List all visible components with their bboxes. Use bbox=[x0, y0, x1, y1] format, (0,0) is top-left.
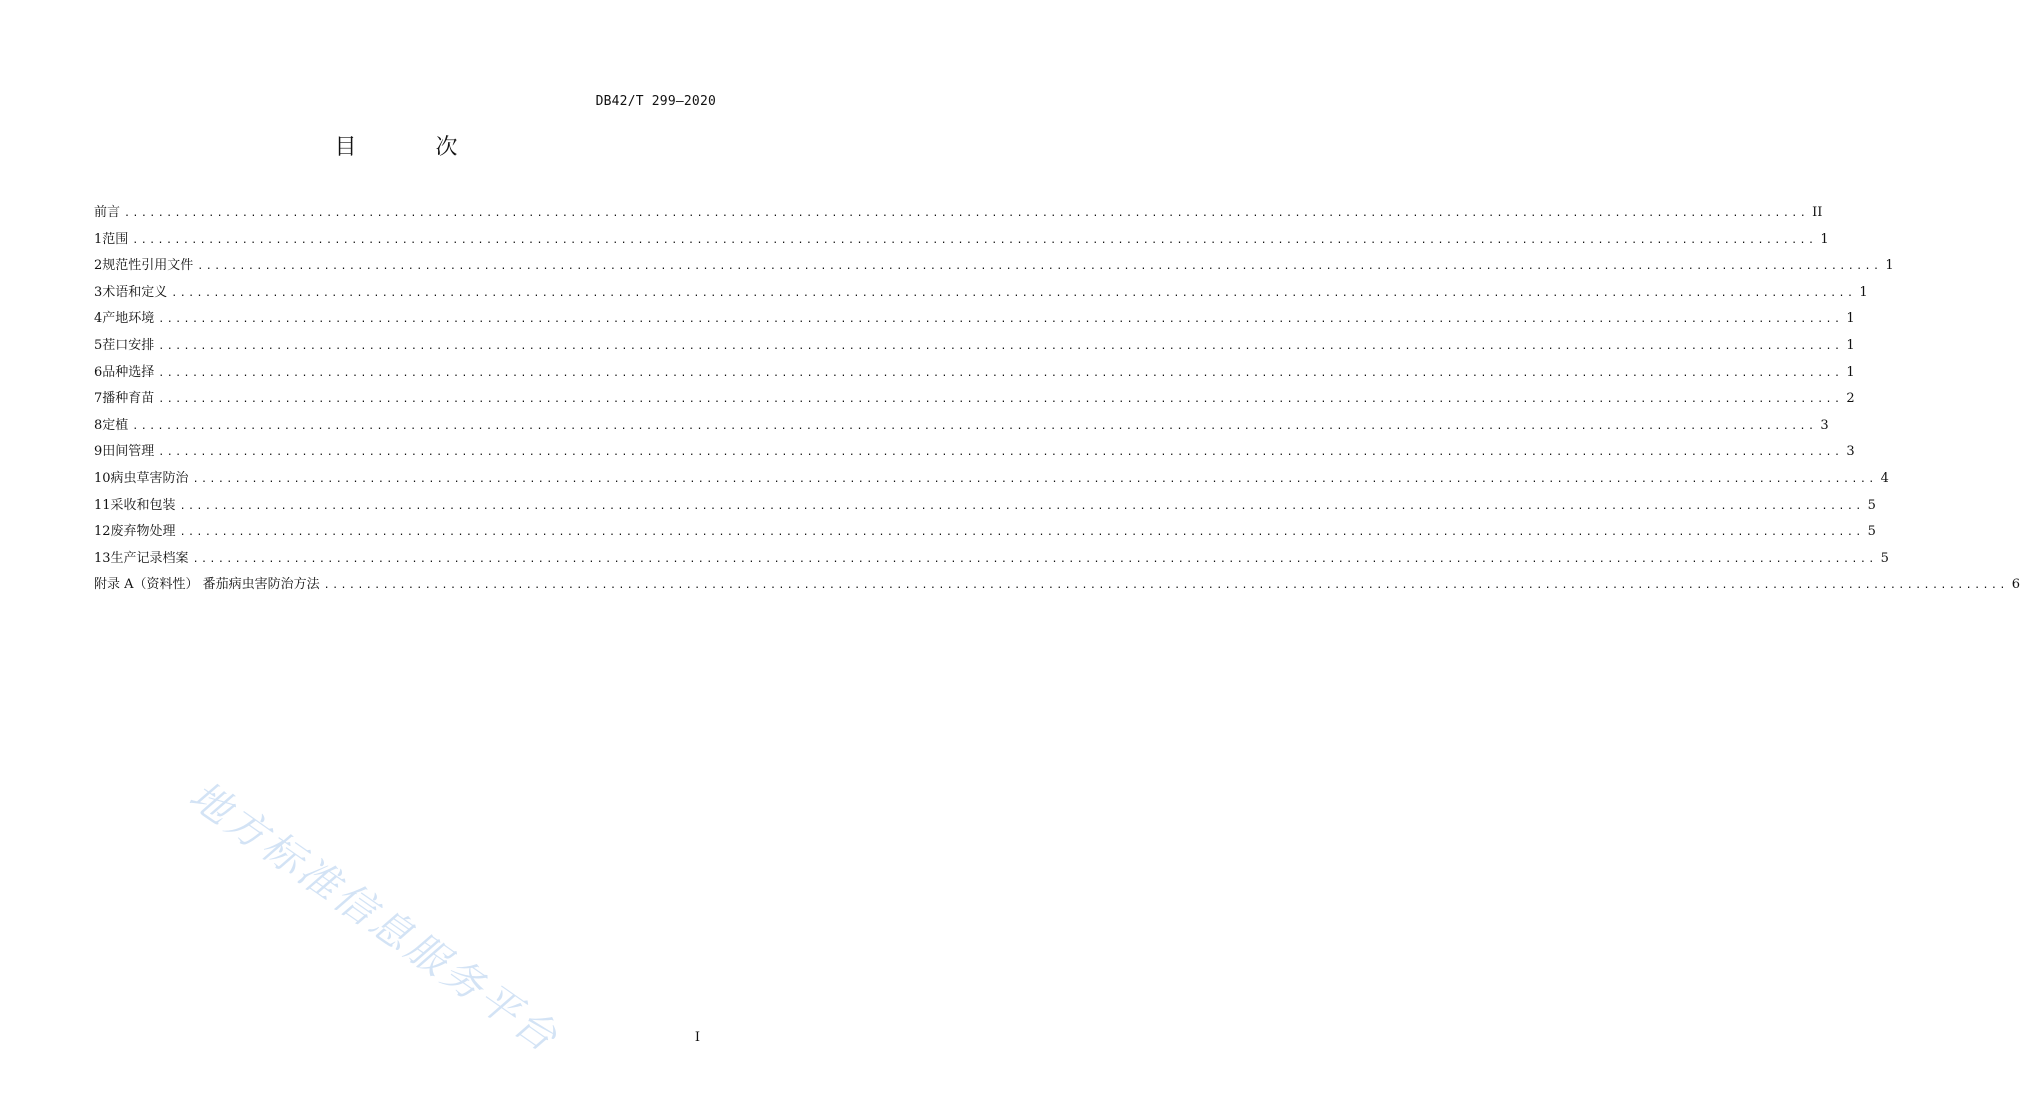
toc-entry-number: 9 bbox=[94, 444, 103, 460]
toc-entry-label: 采收和包装 bbox=[110, 497, 176, 513]
toc-entry-number: 4 bbox=[94, 311, 103, 327]
toc-entry-label: 品种选择 bbox=[102, 364, 155, 380]
toc-entry-page: 1 bbox=[1846, 337, 1855, 353]
toc-entry[interactable] bbox=[94, 520, 1876, 547]
toc-entry-page: 5 bbox=[1880, 550, 1889, 566]
toc-leader-dots: ........................................................................................................................................................................................................ bbox=[323, 580, 2008, 592]
toc-leader-dots: ........................................................................................................................................................................................................ bbox=[158, 340, 1843, 352]
toc-entry[interactable] bbox=[94, 281, 1868, 308]
toc-title: 目 次 bbox=[334, 135, 494, 160]
toc-entry-page: 1 bbox=[1846, 364, 1855, 380]
table-of-contents bbox=[94, 201, 2020, 600]
toc-entry-page: 5 bbox=[1867, 524, 1876, 540]
toc-entry[interactable] bbox=[94, 201, 1823, 228]
toc-entry-page: 1 bbox=[1885, 258, 1894, 274]
toc-entry[interactable] bbox=[94, 494, 1876, 521]
document-code: DB42/T 299—2020 bbox=[595, 94, 716, 109]
toc-entry-page: 3 bbox=[1846, 444, 1855, 460]
toc-entry-number: 5 bbox=[94, 337, 103, 353]
toc-entry-label: 产地环境 bbox=[102, 311, 155, 327]
toc-leader-dots: ........................................................................................................................................................................................................ bbox=[124, 208, 1809, 219]
toc-entry-page: 1 bbox=[1846, 311, 1855, 327]
toc-entry-label: 术语和定义 bbox=[102, 284, 168, 300]
toc-leader-dots: ........................................................................................................................................................................................................ bbox=[197, 261, 1882, 273]
toc-entry[interactable] bbox=[94, 361, 1855, 388]
toc-entry[interactable] bbox=[94, 414, 1829, 441]
page-number: I bbox=[694, 1030, 700, 1045]
toc-entry-page: 3 bbox=[1820, 417, 1829, 433]
toc-entry[interactable] bbox=[94, 467, 1889, 494]
toc-entry-page: 6 bbox=[2011, 577, 2020, 593]
toc-entry-label: 规范性引用文件 bbox=[102, 258, 194, 274]
toc-entry-number: 2 bbox=[94, 258, 103, 274]
toc-entry-label: 生产记录档案 bbox=[110, 550, 189, 566]
toc-entry[interactable] bbox=[94, 387, 1855, 414]
toc-entry-number: 6 bbox=[94, 364, 103, 380]
toc-entry-number: 7 bbox=[94, 391, 103, 407]
toc-entry-label: 茬口安排 bbox=[102, 337, 155, 353]
toc-entry-page: 4 bbox=[1880, 470, 1889, 486]
toc-entry-label: 田间管理 bbox=[102, 444, 155, 460]
toc-entry-page: 1 bbox=[1820, 231, 1829, 247]
toc-entry[interactable] bbox=[94, 307, 1855, 334]
toc-entry-label: 前言 bbox=[94, 205, 121, 220]
watermark-text: 地方标准信息服务平台 bbox=[180, 772, 568, 1063]
toc-leader-dots: ........................................................................................................................................................................................................ bbox=[132, 234, 1817, 246]
toc-leader-dots: ........................................................................................................................................................................................................ bbox=[158, 394, 1843, 406]
toc-entry-number: 3 bbox=[94, 284, 103, 300]
toc-leader-dots: ........................................................................................................................................................................................................ bbox=[132, 420, 1817, 432]
toc-leader-dots: ........................................................................................................................................................................................................ bbox=[158, 447, 1843, 459]
toc-leader-dots: ........................................................................................................................................................................................................ bbox=[192, 473, 1877, 485]
toc-entry-number: 11 bbox=[94, 497, 111, 513]
toc-entry[interactable] bbox=[94, 440, 1855, 467]
toc-leader-dots: ........................................................................................................................................................................................................ bbox=[158, 367, 1843, 379]
toc-entry-label: 播种育苗 bbox=[102, 391, 155, 407]
toc-entry-page: II bbox=[1812, 205, 1823, 220]
toc-entry-page: 5 bbox=[1867, 497, 1876, 513]
toc-entry-number: 8 bbox=[94, 417, 103, 433]
toc-leader-dots: ........................................................................................................................................................................................................ bbox=[179, 527, 1864, 539]
toc-entry-label: 病虫草害防治 bbox=[110, 470, 189, 486]
toc-entry[interactable] bbox=[94, 254, 1894, 281]
toc-entry-number: 12 bbox=[94, 524, 111, 540]
toc-leader-dots: ........................................................................................................................................................................................................ bbox=[158, 314, 1843, 326]
toc-entry-number: 10 bbox=[94, 470, 111, 486]
toc-entry[interactable] bbox=[94, 334, 1855, 361]
toc-entry[interactable] bbox=[94, 228, 1829, 255]
toc-leader-dots: ........................................................................................................................................................................................................ bbox=[192, 553, 1877, 565]
toc-entry-label: 范围 bbox=[102, 231, 129, 247]
toc-leader-dots: ........................................................................................................................................................................................................ bbox=[179, 500, 1864, 512]
toc-leader-dots: ........................................................................................................................................................................................................ bbox=[171, 287, 1856, 299]
toc-entry-label: 废弃物处理 bbox=[110, 524, 176, 540]
toc-entry[interactable] bbox=[94, 573, 2020, 600]
toc-entry[interactable] bbox=[94, 547, 1889, 574]
toc-entry-label: 定植 bbox=[102, 417, 129, 433]
toc-entry-page: 1 bbox=[1859, 284, 1868, 300]
toc-entry-number: 1 bbox=[94, 231, 103, 247]
toc-entry-page: 2 bbox=[1846, 391, 1855, 407]
toc-entry-label: 附录 A（资料性） 番茄病虫害防治方法 bbox=[94, 577, 320, 593]
toc-entry-number: 13 bbox=[94, 550, 111, 566]
